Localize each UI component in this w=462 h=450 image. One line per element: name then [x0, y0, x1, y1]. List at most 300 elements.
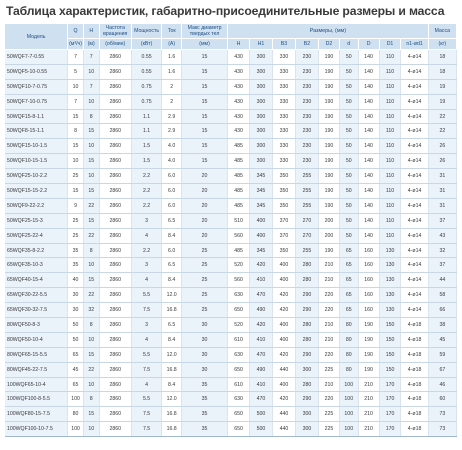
table-cell: 50	[339, 169, 358, 184]
table-cell: 25	[182, 258, 228, 273]
table-cell: 300	[250, 154, 273, 169]
table-cell: 485	[228, 139, 250, 154]
table-cell: 65	[339, 258, 358, 273]
table-row	[5, 377, 457, 392]
table-cell: 345	[250, 184, 273, 199]
table-cell: 10	[83, 258, 99, 273]
table-cell: 110	[379, 154, 401, 169]
table-cell: 2860	[99, 169, 131, 184]
table-cell: 45	[68, 362, 84, 377]
table-cell: 31	[428, 198, 456, 213]
table-cell: 26	[428, 154, 456, 169]
table-cell: 9	[68, 198, 84, 213]
table-row	[5, 228, 457, 243]
table-cell: 190	[318, 50, 339, 65]
table-cell: 410	[250, 332, 273, 347]
table-cell: 100	[339, 392, 358, 407]
table-cell: 330	[272, 50, 295, 65]
table-row	[5, 392, 457, 407]
table-cell: 2860	[99, 228, 131, 243]
table-cell: 290	[295, 392, 318, 407]
table-cell: 18	[428, 50, 456, 65]
table-cell: 50	[339, 154, 358, 169]
table-cell: 100	[68, 392, 84, 407]
table-cell: 2860	[99, 139, 131, 154]
table-cell: 190	[318, 109, 339, 124]
table-row	[5, 64, 457, 79]
table-cell: 650	[228, 422, 250, 437]
table-cell: 400	[250, 228, 273, 243]
table-cell: 150	[379, 347, 401, 362]
header-dim: d	[339, 39, 358, 50]
table-cell: 15	[182, 124, 228, 139]
table-cell: 4	[131, 377, 161, 392]
table-cell: 4-ø18	[401, 392, 428, 407]
table-cell: 15	[83, 184, 99, 199]
table-cell: 330	[272, 154, 295, 169]
table-cell: 20	[182, 198, 228, 213]
table-cell: 110	[379, 124, 401, 139]
table-cell: 10	[83, 377, 99, 392]
table-cell: 190	[318, 169, 339, 184]
table-row	[5, 198, 457, 213]
table-cell: 2860	[99, 288, 131, 303]
table-cell: 190	[358, 362, 379, 377]
table-row	[5, 258, 457, 273]
table-cell: 190	[318, 79, 339, 94]
table-cell: 2860	[99, 347, 131, 362]
table-cell: 3	[131, 258, 161, 273]
table-cell: 160	[358, 273, 379, 288]
table-row	[5, 94, 457, 109]
table-cell: 10	[83, 94, 99, 109]
header-dim: H1	[250, 39, 273, 50]
table-cell: 140	[358, 184, 379, 199]
table-cell: 300	[250, 139, 273, 154]
table-cell: 440	[272, 407, 295, 422]
table-cell: 31	[428, 184, 456, 199]
table-cell: 67	[428, 362, 456, 377]
table-cell: 50	[339, 50, 358, 65]
table-cell: 2860	[99, 64, 131, 79]
header-current: Ток	[162, 24, 182, 39]
table-cell: 210	[318, 377, 339, 392]
table-cell: 420	[250, 318, 273, 333]
model-cell: 80WQF50-10-4	[5, 332, 68, 347]
table-cell: 4-ø18	[401, 362, 428, 377]
table-cell: 485	[228, 169, 250, 184]
table-cell: 190	[358, 332, 379, 347]
table-cell: 25	[68, 213, 84, 228]
table-cell: 15	[83, 213, 99, 228]
table-cell: 140	[358, 94, 379, 109]
table-cell: 2860	[99, 184, 131, 199]
table-cell: 140	[358, 154, 379, 169]
table-cell: 50	[68, 318, 84, 333]
table-cell: 255	[295, 243, 318, 258]
table-row	[5, 50, 457, 65]
table-cell: 20	[182, 169, 228, 184]
header-dim: B3	[272, 39, 295, 50]
table-cell: 58	[428, 288, 456, 303]
model-cell: 50WQF25-10-2.2	[5, 169, 68, 184]
table-cell: 25	[182, 288, 228, 303]
table-cell: 15	[83, 154, 99, 169]
table-cell: 345	[250, 169, 273, 184]
table-cell: 370	[272, 213, 295, 228]
table-cell: 4-ø14	[401, 154, 428, 169]
table-cell: 230	[295, 79, 318, 94]
table-cell: 4-ø14	[401, 64, 428, 79]
table-cell: 35	[182, 392, 228, 407]
table-cell: 255	[295, 184, 318, 199]
table-cell: 410	[250, 273, 273, 288]
table-cell: 210	[358, 377, 379, 392]
table-cell: 35	[182, 377, 228, 392]
table-cell: 8.4	[162, 228, 182, 243]
table-cell: 50	[339, 64, 358, 79]
table-cell: 50	[339, 79, 358, 94]
table-cell: 160	[358, 288, 379, 303]
table-cell: 270	[295, 213, 318, 228]
table-cell: 560	[228, 273, 250, 288]
table-cell: 15	[182, 139, 228, 154]
table-cell: 110	[379, 184, 401, 199]
table-cell: 345	[250, 243, 273, 258]
table-row	[5, 407, 457, 422]
table-cell: 1.6	[162, 50, 182, 65]
table-cell: 160	[358, 303, 379, 318]
table-cell: 5.5	[131, 392, 161, 407]
table-cell: 4-ø18	[401, 407, 428, 422]
table-cell: 4-ø18	[401, 377, 428, 392]
table-cell: 65	[339, 243, 358, 258]
table-cell: 140	[358, 109, 379, 124]
table-cell: 15	[182, 109, 228, 124]
table-cell: 1.5	[131, 154, 161, 169]
table-cell: 35	[68, 243, 84, 258]
table-cell: 2.2	[131, 198, 161, 213]
model-cell: 65WQF35-10-3	[5, 258, 68, 273]
table-cell: 330	[272, 94, 295, 109]
table-cell: 2860	[99, 362, 131, 377]
table-cell: 210	[318, 273, 339, 288]
table-cell: 230	[295, 124, 318, 139]
table-cell: 190	[318, 124, 339, 139]
table-cell: 2860	[99, 213, 131, 228]
table-cell: 650	[228, 303, 250, 318]
table-cell: 430	[228, 109, 250, 124]
table-cell: 46	[428, 377, 456, 392]
table-cell: 290	[295, 303, 318, 318]
table-cell: 350	[272, 169, 295, 184]
table-cell: 330	[272, 109, 295, 124]
table-cell: 6.0	[162, 198, 182, 213]
table-cell: 8	[83, 318, 99, 333]
table-cell: 4-ø14	[401, 169, 428, 184]
model-cell: 50WQF10-15-1.5	[5, 154, 68, 169]
table-cell: 420	[272, 347, 295, 362]
table-cell: 170	[379, 377, 401, 392]
table-row	[5, 332, 457, 347]
table-cell: 73	[428, 422, 456, 437]
table-cell: 2.9	[162, 124, 182, 139]
table-header	[5, 24, 457, 50]
table-cell: 80	[68, 407, 84, 422]
table-cell: 280	[295, 332, 318, 347]
table-cell: 4	[131, 228, 161, 243]
table-cell: 485	[228, 184, 250, 199]
table-cell: 270	[295, 228, 318, 243]
header-h-unit: (м)	[83, 39, 99, 50]
table-cell: 5	[68, 64, 84, 79]
header-speed-unit: (об/мин)	[99, 39, 131, 50]
table-cell: 15	[83, 124, 99, 139]
header-mass: Масса	[428, 24, 456, 39]
table-cell: 19	[428, 79, 456, 94]
table-row	[5, 154, 457, 169]
table-cell: 7.5	[131, 407, 161, 422]
table-cell: 420	[272, 392, 295, 407]
table-cell: 110	[379, 169, 401, 184]
table-row	[5, 124, 457, 139]
table-cell: 280	[295, 377, 318, 392]
table-cell: 50	[339, 124, 358, 139]
table-cell: 4-ø14	[401, 213, 428, 228]
table-cell: 2860	[99, 79, 131, 94]
table-cell: 0.55	[131, 50, 161, 65]
table-cell: 25	[68, 169, 84, 184]
table-cell: 35	[182, 422, 228, 437]
table-cell: 1.1	[131, 109, 161, 124]
table-cell: 6.5	[162, 213, 182, 228]
table-cell: 10	[83, 139, 99, 154]
model-cell: 65WQF40-15-4	[5, 273, 68, 288]
table-cell: 100	[339, 407, 358, 422]
table-cell: 300	[250, 124, 273, 139]
table-cell: 300	[250, 50, 273, 65]
table-cell: 26	[428, 139, 456, 154]
table-cell: 490	[250, 303, 273, 318]
table-cell: 225	[318, 422, 339, 437]
table-cell: 300	[250, 64, 273, 79]
table-cell: 32	[428, 243, 456, 258]
header-solids-unit: (мм)	[182, 39, 228, 50]
table-cell: 18	[428, 64, 456, 79]
table-cell: 140	[358, 198, 379, 213]
table-row	[5, 273, 457, 288]
table-cell: 4-ø14	[401, 288, 428, 303]
table-cell: 400	[272, 332, 295, 347]
header-model: Модель	[5, 24, 68, 50]
model-cell: 50WQF9-22-2.2	[5, 198, 68, 213]
table-cell: 130	[379, 258, 401, 273]
table-cell: 190	[318, 154, 339, 169]
table-cell: 7	[83, 79, 99, 94]
model-cell: 65WQF35-8-2.2	[5, 243, 68, 258]
table-cell: 280	[295, 318, 318, 333]
table-cell: 230	[295, 94, 318, 109]
model-cell: 100WQF65-10-4	[5, 377, 68, 392]
table-cell: 110	[379, 139, 401, 154]
table-cell: 130	[379, 273, 401, 288]
table-cell: 7	[83, 50, 99, 65]
table-cell: 50	[339, 213, 358, 228]
model-cell: 50WQF25-15-3	[5, 213, 68, 228]
model-cell: 50WQF15-8-1.1	[5, 109, 68, 124]
table-cell: 140	[358, 139, 379, 154]
table-cell: 4-ø14	[401, 94, 428, 109]
table-cell: 50	[339, 184, 358, 199]
table-cell: 2860	[99, 94, 131, 109]
header-dim: D2	[318, 39, 339, 50]
table-row	[5, 109, 457, 124]
table-cell: 40	[68, 273, 84, 288]
table-cell: 30	[182, 347, 228, 362]
table-cell: 420	[250, 258, 273, 273]
table-cell: 10	[83, 422, 99, 437]
table-cell: 300	[295, 422, 318, 437]
table-cell: 0.75	[131, 79, 161, 94]
table-cell: 35	[182, 407, 228, 422]
table-cell: 220	[318, 288, 339, 303]
table-cell: 130	[379, 243, 401, 258]
table-cell: 50	[339, 94, 358, 109]
table-cell: 4-ø14	[401, 273, 428, 288]
table-cell: 30	[182, 332, 228, 347]
table-cell: 470	[250, 347, 273, 362]
table-cell: 22	[83, 198, 99, 213]
table-cell: 50	[339, 139, 358, 154]
header-speed: Частота вращения	[99, 24, 131, 39]
header-dim: D	[358, 39, 379, 50]
table-cell: 7.5	[131, 422, 161, 437]
table-cell: 630	[228, 392, 250, 407]
table-cell: 1.6	[162, 64, 182, 79]
table-cell: 2860	[99, 303, 131, 318]
table-cell: 22	[83, 288, 99, 303]
table-cell: 500	[250, 407, 273, 422]
table-cell: 300	[295, 407, 318, 422]
table-cell: 510	[228, 213, 250, 228]
table-cell: 38	[428, 318, 456, 333]
table-cell: 2	[162, 79, 182, 94]
table-cell: 6.0	[162, 243, 182, 258]
table-cell: 3	[131, 318, 161, 333]
table-cell: 400	[272, 377, 295, 392]
table-cell: 2860	[99, 332, 131, 347]
table-cell: 190	[318, 184, 339, 199]
table-cell: 4-ø18	[401, 318, 428, 333]
table-cell: 15	[68, 184, 84, 199]
model-cell: 80WQF45-22-7.5	[5, 362, 68, 377]
table-body	[5, 50, 457, 437]
table-cell: 50	[68, 332, 84, 347]
table-cell: 4.0	[162, 154, 182, 169]
table-cell: 440	[272, 362, 295, 377]
table-cell: 4-ø14	[401, 109, 428, 124]
table-cell: 190	[358, 318, 379, 333]
table-cell: 59	[428, 347, 456, 362]
table-cell: 8	[83, 109, 99, 124]
table-cell: 140	[358, 64, 379, 79]
table-cell: 2860	[99, 50, 131, 65]
table-cell: 22	[428, 109, 456, 124]
table-cell: 400	[250, 213, 273, 228]
table-cell: 2860	[99, 258, 131, 273]
header-h: Н	[83, 24, 99, 39]
table-cell: 430	[228, 124, 250, 139]
table-cell: 2860	[99, 273, 131, 288]
table-cell: 4-ø14	[401, 184, 428, 199]
model-cell: 50WQF7-7-0.55	[5, 50, 68, 65]
table-cell: 210	[358, 407, 379, 422]
table-cell: 170	[379, 422, 401, 437]
table-cell: 330	[272, 64, 295, 79]
table-cell: 15	[182, 50, 228, 65]
header-mass-unit: (кг)	[428, 39, 456, 50]
table-cell: 30	[68, 303, 84, 318]
table-cell: 8.4	[162, 332, 182, 347]
table-cell: 1.1	[131, 124, 161, 139]
table-cell: 170	[379, 392, 401, 407]
table-cell: 50	[339, 228, 358, 243]
table-cell: 140	[358, 228, 379, 243]
table-cell: 45	[428, 332, 456, 347]
table-cell: 6.5	[162, 318, 182, 333]
table-cell: 190	[318, 64, 339, 79]
table-cell: 200	[318, 228, 339, 243]
table-row	[5, 303, 457, 318]
table-cell: 420	[272, 303, 295, 318]
table-cell: 430	[228, 94, 250, 109]
table-cell: 4	[131, 332, 161, 347]
model-cell: 50WQF25-22-4	[5, 228, 68, 243]
model-cell: 65WQF30-32-7.5	[5, 303, 68, 318]
model-cell: 50WQF7-10-0.75	[5, 94, 68, 109]
spec-table	[5, 24, 457, 437]
table-cell: 4	[131, 273, 161, 288]
table-cell: 140	[358, 213, 379, 228]
table-cell: 4-ø14	[401, 303, 428, 318]
table-cell: 15	[83, 347, 99, 362]
table-cell: 470	[250, 288, 273, 303]
table-cell: 2860	[99, 243, 131, 258]
header-power-unit: (кВт)	[131, 39, 161, 50]
table-cell: 140	[358, 124, 379, 139]
table-cell: 4-ø14	[401, 79, 428, 94]
table-cell: 7	[68, 94, 84, 109]
model-cell: 100WQF100-8-5.5	[5, 392, 68, 407]
table-cell: 80	[339, 332, 358, 347]
table-cell: 630	[228, 347, 250, 362]
table-cell: 10	[68, 154, 84, 169]
table-cell: 4.0	[162, 139, 182, 154]
table-cell: 16.8	[162, 407, 182, 422]
table-cell: 280	[295, 273, 318, 288]
table-cell: 160	[358, 243, 379, 258]
model-cell: 50WQF15-10-1.5	[5, 139, 68, 154]
table-cell: 10	[83, 169, 99, 184]
table-cell: 280	[295, 258, 318, 273]
table-cell: 12.0	[162, 392, 182, 407]
table-cell: 22	[83, 228, 99, 243]
table-cell: 290	[295, 347, 318, 362]
table-cell: 22	[428, 124, 456, 139]
table-cell: 255	[295, 169, 318, 184]
table-cell: 5.5	[131, 288, 161, 303]
table-cell: 30	[182, 362, 228, 377]
